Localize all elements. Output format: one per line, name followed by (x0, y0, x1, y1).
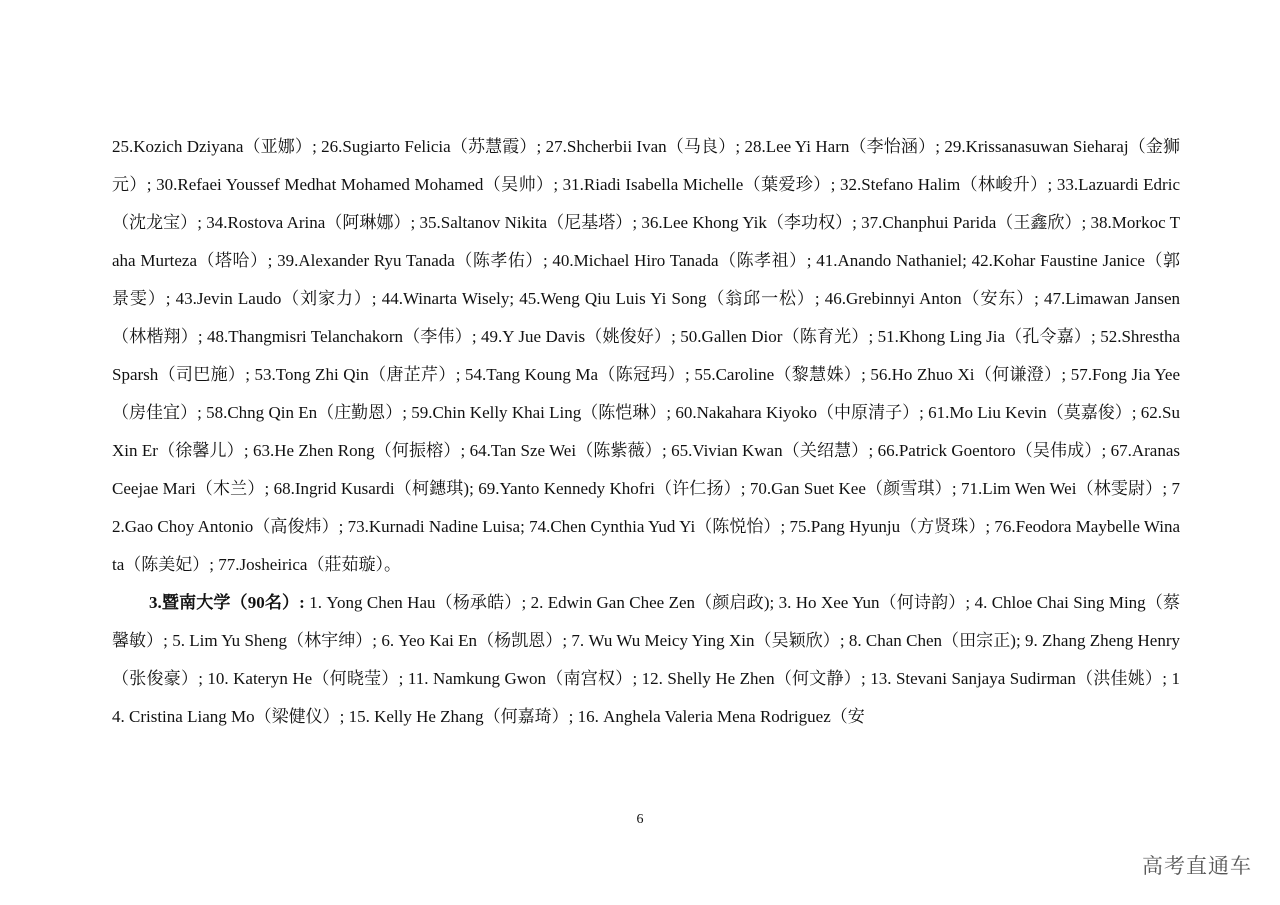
document-body (112, 128, 1180, 736)
page-number: 6 (636, 812, 644, 827)
section-paragraph (112, 584, 1180, 736)
name-list-continuation: 25.Kozich Dziyana（亚娜）; 26.Sugiarto Felicia（苏慧霞）; 27.Shcherbii Ivan（马良）; 28.Lee Yi Harn（李怡涵）; 29.Krissanasuwan Sieharaj（金狮元）; 30.Refaei Youssef Medhat Mohamed Mohamed（吴帅）; 31.Riadi Isabella Michelle（葉爱珍）; 32.Stefano Halim（林峻升）; 33.Lazuardi Edric（沈龙宝）; 34.Rostova Arina（阿琳娜）; 35.Saltanov Nikita（尼基塔）; 36.Lee Khong Yik（李功权）; 37.Chanphui Parida（王鑫欣）; 38.Morkoc Taha Murteza（塔哈）; 39.Alexander Ryu Tanada（陈孝佑）; 40.Michael Hiro Tanada（陈孝祖）; 41.Anando Nathaniel; 42.Kohar Faustine Janice（郭景雯）; 43.Jevin Laudo（刘家力）; 44.Winarta Wisely; 45.Weng Qiu Luis Yi Song（翁邱一松）; 46.Grebinnyi Anton（安东）; 47.Limawan Jansen（林楷翔）; 48.Thangmisri Telanchakorn（李伟）; 49.Y Jue Davis（姚俊好）; 50.Gallen Dior（陈育光）; 51.Khong Ling Jia（孔令嘉）; 52.Shrestha Sparsh（司巴施）; 53.Tong Zhi Qin（唐芷芹）; 54.Tang Koung Ma（陈冠玛）; 55.Caroline（黎慧姝）; 56.Ho Zhuo Xi（何谦澄）; 57.Fong Jia Yee（房佳宜）; 58.Chng Qin En（庄勤恩）; 59.Chin Kelly Khai Ling（陈恺琳）; 60.Nakahara Kiyoko（中原清子）; 61.Mo Liu Kevin（莫嘉俊）; 62.Su Xin Er（徐馨儿）; 63.He Zhen Rong（何振榕）; 64.Tan Sze Wei（陈紫薇）; 65.Vivian Kwan（关绍慧）; 66.Patrick Goentoro（吴伟成）; 67.Aranas Ceejae Mari（木兰）; 68.Ingrid Kusardi（柯鏸琪); 69.Yanto Kennedy Khofri（许仁扬）; 70.Gan Suet Kee（颜雪琪）; 71.Lim Wen Wei（林雯尉）; 72.Gao Choy Antonio（高俊炜）; 73.Kurnadi Nadine Luisa; 74.Chen Cynthia Yud Yi（陈悦怡）; 75.Pang Hyunju（方贤珠）; 76.Feodora Maybelle Winata（陈美妃）; 77.Josheirica（莊茹璇）。 (112, 137, 1180, 574)
section-heading: 3.暨南大学（90名）: (149, 593, 305, 612)
section-name-list: 1. Yong Chen Hau（杨承皓）; 2. Edwin Gan Chee Zen（颜启政); 3. Ho Xee Yun（何诗韵）; 4. Chloe Chai Sing Ming（蔡馨敏）; 5. Lim Yu Sheng（林宇绅）; 6. Yeo Kai En（杨凯恩）; 7. Wu Wu Meicy Ying Xin（吴颖欣）; 8. Chan Chen（田宗正); 9. Zhang Zheng Henry（张俊豪）; 10. Kateryn He（何晓莹）; 11. Namkung Gwon（南宫权）; 12. Shelly He Zhen（何文静）; 13. Stevani Sanjaya Sudirman（洪佳姚）; 14. Cristina Liang Mo（梁健仪）; 15. Kelly He Zhang（何嘉琦）; 16. Anghela Valeria Mena Rodriguez（安 (112, 593, 1180, 726)
watermark: 高考直通车 (1142, 854, 1252, 878)
